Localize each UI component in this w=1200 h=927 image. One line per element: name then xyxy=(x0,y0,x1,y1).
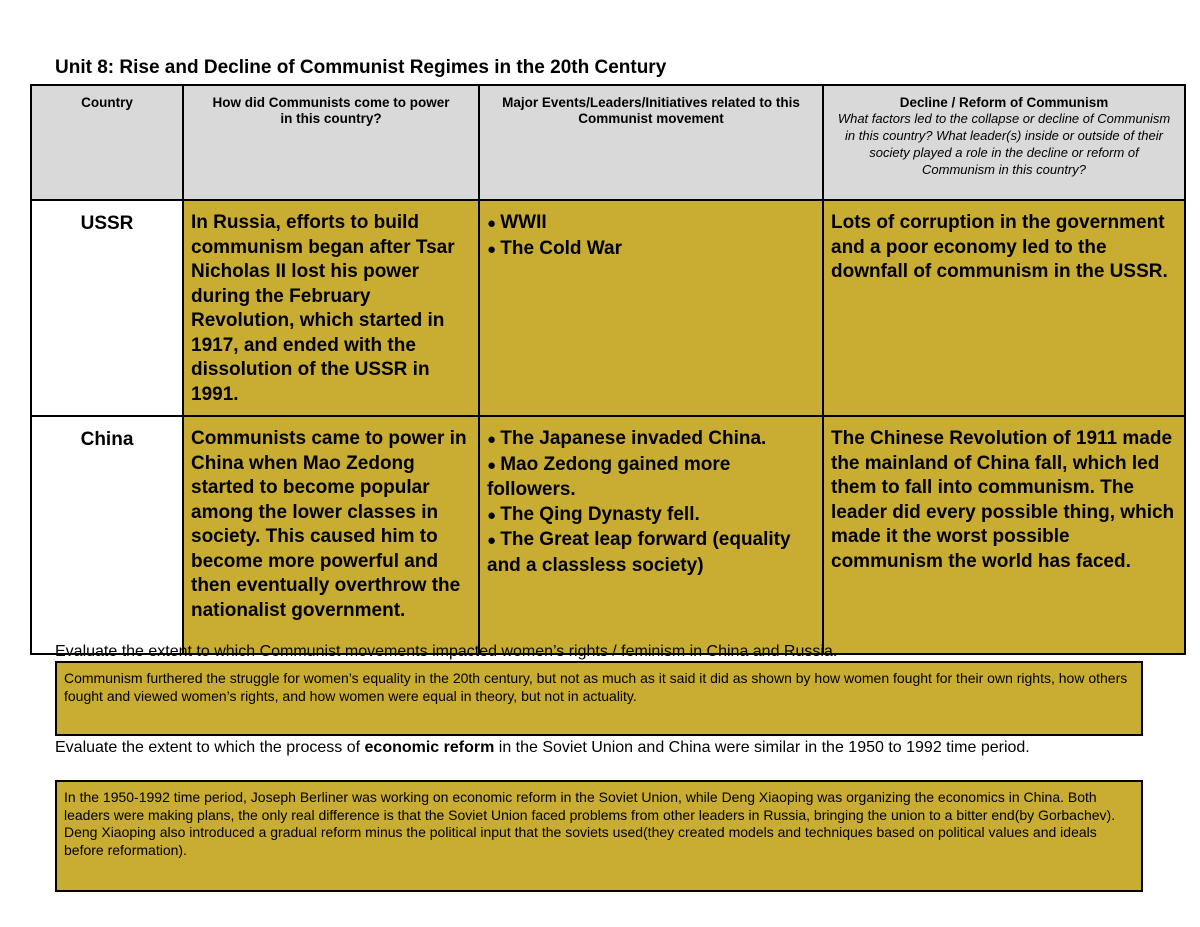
answer-text: In the 1950-1992 time period, Joseph Berliner was working on economic reform in the Soviet Union, while Deng Xiaoping was organizing the economics in China. Both leaders were making plans, the only real difference is that the Soviet Union faced problems from other leaders in Russia, bringing the union to a bitter end(by Gorbachev). Deng Xiaoping also introduced a gradual reform minus the political input that the soviets used(they created models and techniques based on political values and ideals before reformation). xyxy=(64,789,1116,858)
question-economic-reform xyxy=(55,738,1165,757)
list-item: ● The Qing Dynasty fell. xyxy=(487,503,816,529)
answer-text: Communism furthered the struggle for women’s equality in the 20th century, but not as much as it said it did as shown by how women fought for their own rights, how others fought and viewed women’s rights, and how women were equal in theory, but not in actuality. xyxy=(64,670,1128,704)
events-list xyxy=(487,427,816,578)
decline-cell: The Chinese Revolution of 1911 made the mainland of China fall, which led them to fall into communism. The leader did every possible thing, which made it the worst possible communism the world has faced. xyxy=(823,416,1185,654)
list-item: ● WWII xyxy=(487,211,816,237)
page-title: Unit 8: Rise and Decline of Communist Regimes in the 20th Century xyxy=(55,57,667,78)
question-text: in the Soviet Union and China were similar in the 1950 to 1992 time period. xyxy=(494,739,1030,756)
header-decline-subtitle: What factors led to the collapse or decline of Communism in this country? What leader(s) inside or outside of their society played a role in the decline or reform of Communism in this country? xyxy=(837,111,1171,177)
country-cell: China xyxy=(31,416,183,654)
header-how-power-label: How did Communists come to power in this country? xyxy=(212,95,450,127)
events-list xyxy=(487,211,816,262)
header-country: Country xyxy=(31,85,183,200)
header-decline-label: Decline / Reform of Communism xyxy=(899,95,1109,110)
decline-cell: Lots of corruption in the government and a poor economy led to the downfall of communism in the USSR. xyxy=(823,200,1185,416)
table-row xyxy=(31,200,1185,416)
table-header-row xyxy=(31,85,1185,200)
header-events xyxy=(479,85,823,200)
events-cell xyxy=(479,200,823,416)
header-events-label: Major Events/Leaders/Initiatives related to this Communist movement xyxy=(502,95,800,127)
list-item: ● The Great leap forward (equality and a classless society) xyxy=(487,528,816,578)
how-power-cell: In Russia, efforts to build communism began after Tsar Nicholas II lost his power during the February Revolution, which started in 1917, and ended with the dissolution of the USSR in 1991. xyxy=(183,200,479,416)
header-decline xyxy=(823,85,1185,200)
question-emphasis: economic reform xyxy=(364,739,495,756)
header-how-power xyxy=(183,85,479,200)
question-womens-rights: Evaluate the extent to which Communist movements impacted women’s rights / feminism in China and Russia. xyxy=(55,643,838,660)
list-item: ● The Cold War xyxy=(487,237,816,263)
country-cell: USSR xyxy=(31,200,183,416)
communism-table xyxy=(30,84,1186,655)
answer-economic-reform[interactable] xyxy=(55,780,1143,892)
events-cell xyxy=(479,416,823,654)
question-text: Evaluate the extent to which the process of xyxy=(55,739,365,756)
list-item: ● The Japanese invaded China. xyxy=(487,427,816,453)
answer-womens-rights[interactable] xyxy=(55,661,1143,736)
how-power-cell: Communists came to power in China when Mao Zedong started to become popular among the lower classes in society. This caused him to become more powerful and then eventually overthrow the nationalist government. xyxy=(183,416,479,654)
table-row xyxy=(31,416,1185,654)
list-item: ● Mao Zedong gained more followers. xyxy=(487,453,816,503)
